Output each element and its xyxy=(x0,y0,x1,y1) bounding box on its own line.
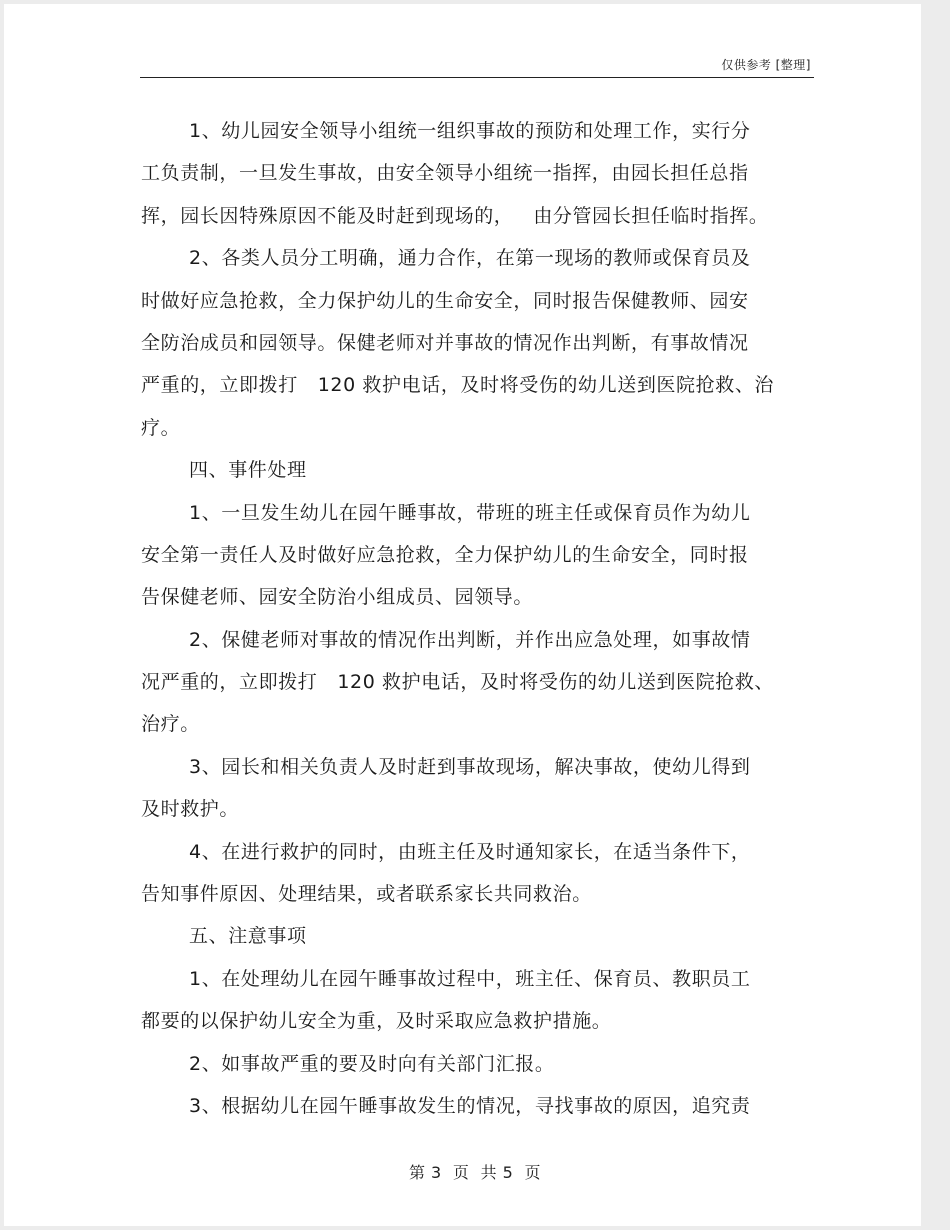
body-line: 2、保健老师对事故的情况作出判断，并作出应急处理，如事故情 xyxy=(189,628,751,651)
body-line: 告保健老师、园安全防治小组成员、园领导。 xyxy=(141,586,534,609)
body-line: 都要的以保护幼儿安全为重，及时采取应急救护措施。 xyxy=(141,1010,612,1033)
body-line: 严重的，立即拨打 120 救护电话，及时将受伤的幼儿送到医院抢救、治 xyxy=(141,374,775,397)
body-line: 告知事件原因、处理结果，或者联系家长共同救治。 xyxy=(141,883,592,906)
body-line: 疗。 xyxy=(141,416,181,439)
body-line: 3、根据幼儿在园午睡事故发生的情况，寻找事故的原因，追究责 xyxy=(189,1094,751,1117)
body-line: 治疗。 xyxy=(141,713,200,736)
body-line: 1、幼儿园安全领导小组统一组织事故的预防和处理工作，实行分 xyxy=(189,120,751,142)
body-line: 1、在处理幼儿在园午睡事故过程中，班主任、保育员、教职员工 xyxy=(189,967,751,990)
body-line: 况严重的，立即拨打 120 救护电话，及时将受伤的幼儿送到医院抢救、 xyxy=(141,671,775,694)
body-line: 2、如事故严重的要及时向有关部门汇报。 xyxy=(189,1052,555,1075)
page-number: 第 3 页 共 5 页 xyxy=(408,1163,542,1182)
body-line: 2、各类人员分工明确，通力合作，在第一现场的教师或保育员及 xyxy=(189,247,751,270)
header-note: 仅供参考 [整理] xyxy=(721,58,811,72)
body-line: 工负责制，一旦发生事故，由安全领导小组统一指挥，由园长担任总指 xyxy=(141,162,749,185)
body-line: 及时救护。 xyxy=(141,798,240,821)
section-heading: 五、注意事项 xyxy=(189,925,307,948)
body-line: 时做好应急抢救，全力保护幼儿的生命安全，同时报告保健教师、园安 xyxy=(141,289,749,312)
header-rule xyxy=(140,77,814,78)
body-text xyxy=(141,110,791,1127)
body-line: 挥，园长因特殊原因不能及时赶到现场的， 由分管园长担任临时指挥。 xyxy=(141,204,769,227)
document-page xyxy=(4,4,921,1226)
body-line: 全防治成员和园领导。保健老师对并事故的情况作出判断，有事故情况 xyxy=(141,331,749,354)
body-line: 安全第一责任人及时做好应急抢救，全力保护幼儿的生命安全，同时报 xyxy=(141,543,749,566)
body-line: 4、在进行救护的同时，由班主任及时通知家长，在适当条件下， xyxy=(189,840,751,863)
body-line: 3、园长和相关负责人及时赶到事故现场，解决事故，使幼儿得到 xyxy=(189,755,751,778)
section-heading: 四、事件处理 xyxy=(189,459,307,482)
body-line: 1、一旦发生幼儿在园午睡事故，带班的班主任或保育员作为幼儿 xyxy=(189,501,751,524)
